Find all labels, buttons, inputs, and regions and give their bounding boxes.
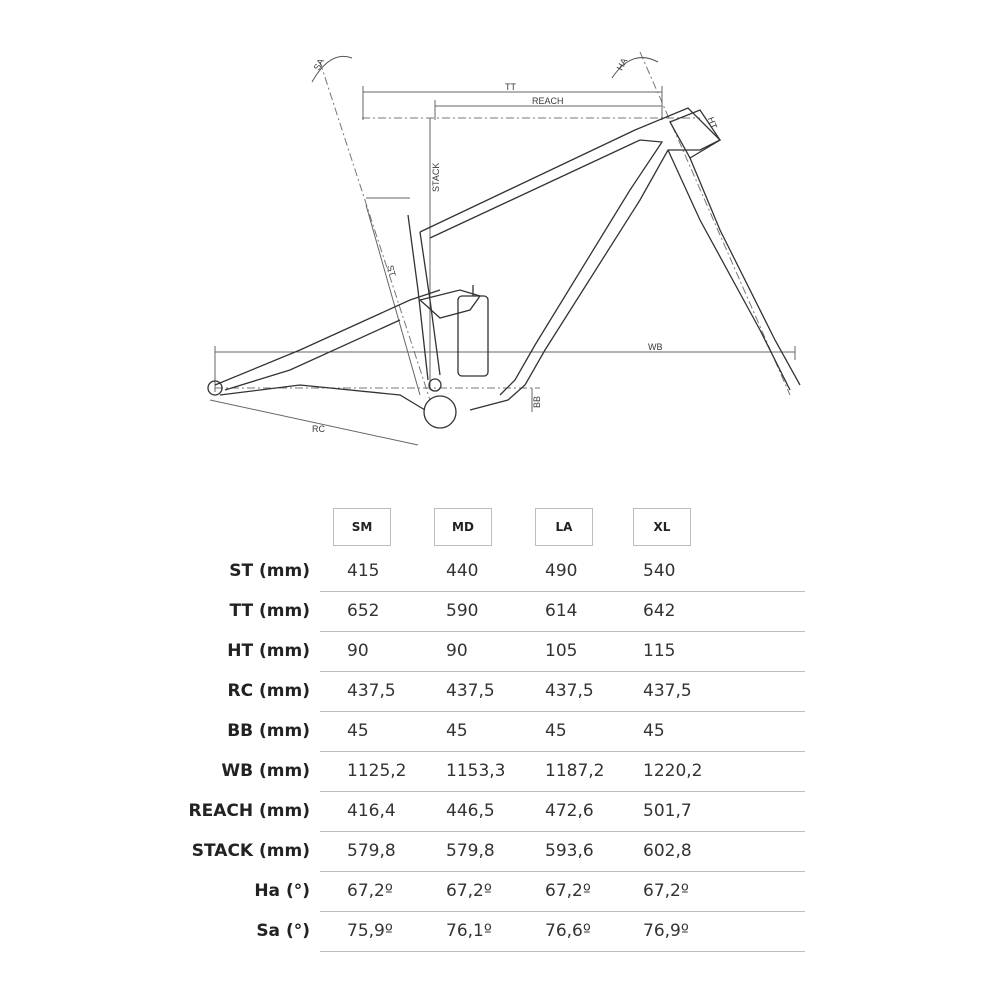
cell-md: 76,1º xyxy=(446,921,492,941)
table-row-st xyxy=(0,551,1000,591)
label-tt: TT xyxy=(505,82,516,92)
frame-outline xyxy=(208,108,800,428)
cell-md: 45 xyxy=(446,721,468,741)
row-label: ST (mm) xyxy=(229,561,310,581)
label-st: ST xyxy=(385,264,398,278)
row-label: Ha (°) xyxy=(254,881,310,901)
cell-sm: 416,4 xyxy=(347,801,396,821)
cell-la: 593,6 xyxy=(545,841,594,861)
cell-md: 67,2º xyxy=(446,881,492,901)
table-row-bb xyxy=(0,711,1000,751)
cell-la: 67,2º xyxy=(545,881,591,901)
row-label: WB (mm) xyxy=(221,761,310,781)
label-rc: RC xyxy=(312,424,325,434)
row-label: REACH (mm) xyxy=(188,801,310,821)
cell-md: 440 xyxy=(446,561,479,581)
size-header-la: LA xyxy=(535,508,593,546)
cell-md: 90 xyxy=(446,641,468,661)
cell-sm: 1125,2 xyxy=(347,761,407,781)
table-row-stack xyxy=(0,831,1000,871)
label-ht: HT xyxy=(705,115,720,131)
cell-la: 45 xyxy=(545,721,567,741)
table-row-wb xyxy=(0,751,1000,791)
label-sa: SA xyxy=(311,56,327,73)
label-reach: REACH xyxy=(532,96,564,106)
cell-md: 590 xyxy=(446,601,479,621)
cell-xl: 115 xyxy=(643,641,676,661)
cell-sm: 652 xyxy=(347,601,380,621)
cell-xl: 501,7 xyxy=(643,801,692,821)
table-row-tt xyxy=(0,591,1000,631)
geometry-table xyxy=(0,500,1000,970)
cell-xl: 602,8 xyxy=(643,841,692,861)
cell-la: 105 xyxy=(545,641,578,661)
cell-md: 579,8 xyxy=(446,841,495,861)
table-row-ha xyxy=(0,871,1000,911)
dimension-lines xyxy=(210,86,795,445)
label-stack: STACK xyxy=(431,162,441,192)
cell-xl: 67,2º xyxy=(643,881,689,901)
cell-sm: 75,9º xyxy=(347,921,393,941)
row-label: STACK (mm) xyxy=(191,841,310,861)
cell-sm: 45 xyxy=(347,721,369,741)
frame-geometry-diagram xyxy=(0,0,1000,480)
cell-xl: 540 xyxy=(643,561,676,581)
cell-sm: 90 xyxy=(347,641,369,661)
cell-la: 1187,2 xyxy=(545,761,605,781)
cell-la: 437,5 xyxy=(545,681,594,701)
cell-xl: 76,9º xyxy=(643,921,689,941)
cell-xl: 45 xyxy=(643,721,665,741)
cell-la: 76,6º xyxy=(545,921,591,941)
row-label: HT (mm) xyxy=(227,641,310,661)
cell-sm: 579,8 xyxy=(347,841,396,861)
cell-xl: 1220,2 xyxy=(643,761,703,781)
cell-xl: 437,5 xyxy=(643,681,692,701)
size-header-md: MD xyxy=(434,508,492,546)
row-label: Sa (°) xyxy=(256,921,310,941)
cell-xl: 642 xyxy=(643,601,676,621)
table-row-ht xyxy=(0,631,1000,671)
row-divider xyxy=(320,951,805,952)
table-row-reach xyxy=(0,791,1000,831)
label-wb: WB xyxy=(648,342,663,352)
cell-la: 614 xyxy=(545,601,578,621)
size-header-xl: XL xyxy=(633,508,691,546)
cell-md: 446,5 xyxy=(446,801,495,821)
size-header-sm: SM xyxy=(333,508,391,546)
row-label: BB (mm) xyxy=(227,721,310,741)
cell-sm: 437,5 xyxy=(347,681,396,701)
table-row-sa xyxy=(0,911,1000,951)
label-bb: BB xyxy=(532,395,542,408)
cell-la: 472,6 xyxy=(545,801,594,821)
cell-sm: 67,2º xyxy=(347,881,393,901)
row-label: RC (mm) xyxy=(227,681,310,701)
table-row-rc xyxy=(0,671,1000,711)
cell-md: 437,5 xyxy=(446,681,495,701)
cell-sm: 415 xyxy=(347,561,380,581)
row-label: TT (mm) xyxy=(229,601,310,621)
cell-md: 1153,3 xyxy=(446,761,506,781)
label-ha: HA xyxy=(614,56,630,73)
cell-la: 490 xyxy=(545,561,578,581)
